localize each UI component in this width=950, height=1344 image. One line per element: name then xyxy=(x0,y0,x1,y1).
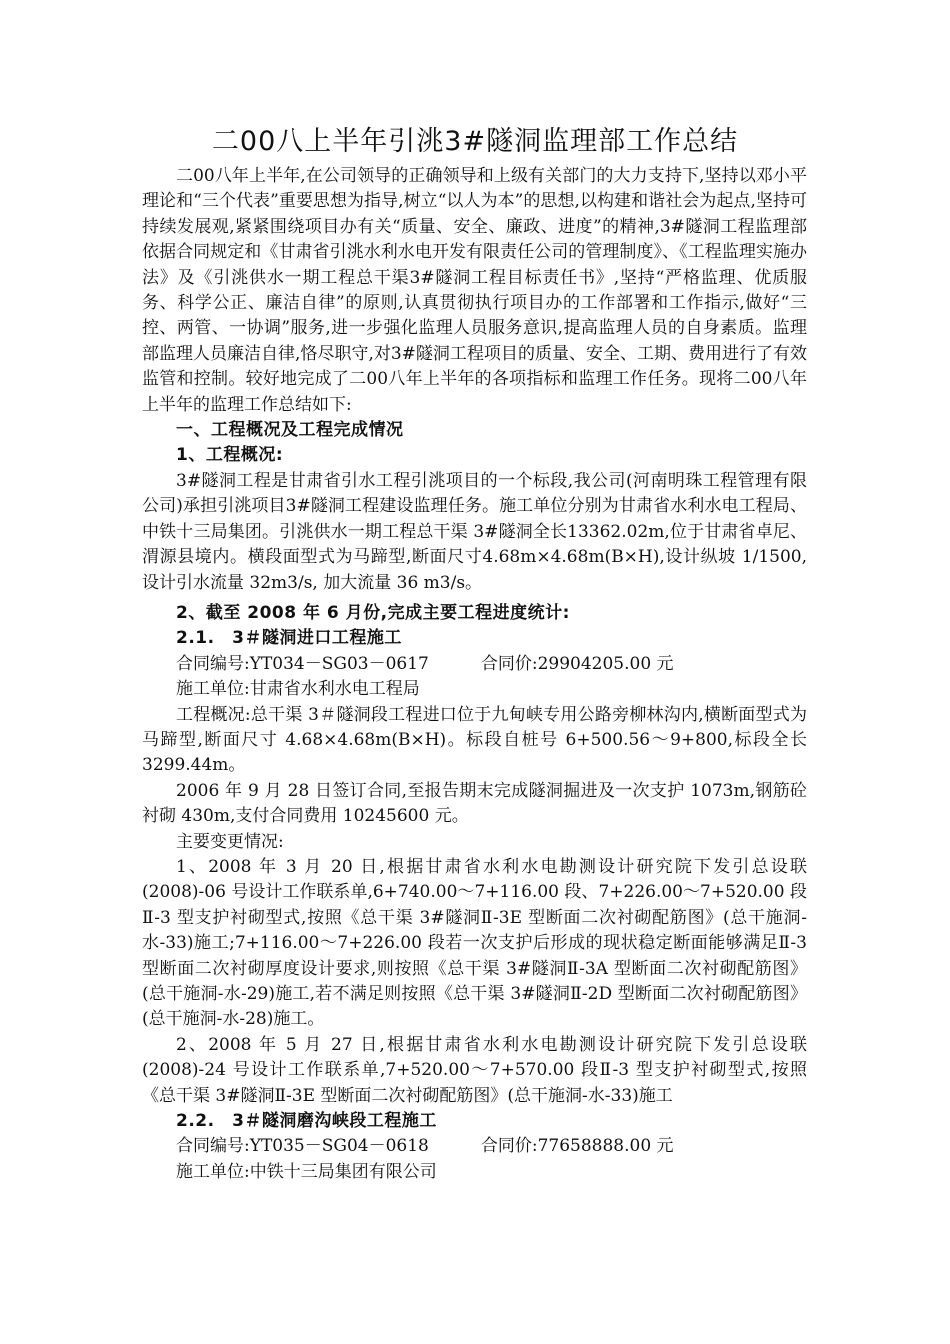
change2-paragraph: 2、2008 年 5 月 27 日,根据甘肃省水利水电勘测设计研究院下发引总设联(2008)-24 号设计工作联系单,7+520.00～7+570.00 段Ⅱ-3 型支护衬砌型式,按照《总干渠 3#隧洞Ⅱ-3E 型断面二次衬砌配筋图》(总干施洞-水-33)施工 xyxy=(142,1034,807,1106)
progress1-paragraph: 2006 年 9 月 28 日签订合同,至报告期末完成隧洞掘进及一次支护 1073m,钢筋砼衬砌 430m,支付合同费用 10245600 元。 xyxy=(142,780,807,827)
contract1-price: 合同价:29904205.00 元 xyxy=(480,653,674,674)
contract2-price: 合同价:77658888.00 元 xyxy=(480,1136,674,1157)
document-title: 二00八上半年引洮3#隧洞监理部工作总结 xyxy=(211,126,739,157)
document-body xyxy=(142,164,807,1185)
contract2-number: 合同编号:YT035－SG04－0618 xyxy=(176,1136,429,1157)
contract1-line xyxy=(142,652,807,677)
intro-paragraph: 二00八年上半年,在公司领导的正确领导和上级有关部门的大力支持下,坚持以邓小平理论和“三个代表”重要思想为指导,树立“以人为本”的思想,以构建和谐社会为起点,坚持可持续发展观,紧紧围绕项目办有关“质量、安全、廉政、进度”的精神,3#隧洞工程监理部依据合同规定和《甘肃省引洮水利水电开发有限责任公司的管理制度》、《工程监理实施办法》及《引洮供水一期工程总干渠3#隧洞工程目标责任书》,坚持“严格监理、优质服务、科学公正、廉洁自律”的原则,认真贯彻执行项目办的工作部署和工作指示,做好“三控、两管、一协调”服务,进一步强化监理人员服务意识,提高监理人员的自身素质。监理部监理人员廉洁自律,恪尽职守,对3#隧洞工程项目的质量、安全、工期、费用进行了有效监管和控制。较好地完成了二00八年上半年的各项指标和监理工作任务。现将二00八年上半年的监理工作总结如下: xyxy=(142,166,807,415)
contract1-number: 合同编号:YT034－SG03－0617 xyxy=(176,653,429,674)
contract2-line xyxy=(142,1134,807,1159)
contractor1-line: 施工单位:甘肃省水利水电工程局 xyxy=(176,679,420,700)
subsection-heading-2-2: 2.2. 3＃隧洞磨沟峡段工程施工 xyxy=(176,1111,437,1132)
contractor2-line: 施工单位:中铁十三局集团有限公司 xyxy=(176,1161,437,1182)
change1-paragraph: 1、2008 年 3 月 20 日,根据甘肃省水利水电勘测设计研究院下发引总设联(2008)-06 号设计工作联系单,6+740.00～7+116.00 段、7+226.00～7+520.00 段Ⅱ-3 型支护衬砌型式,按照《总干渠 3#隧洞Ⅱ-3E 型断面二次衬砌配筋图》(总干施洞-水-33)施工;7+116.00～7+226.00 段若一次支护后形成的现状稳定断面能够满足Ⅱ-3 型断面二次衬砌厚度设计要求,则按照《总干渠 3#隧洞Ⅱ-3A 型断面二次衬砌配筋图》(总干施洞-水-29)施工,若不满足则按照《总干渠 3#隧洞Ⅱ-2D 型断面二次衬砌配筋图》(总干施洞-水-28)施工。 xyxy=(142,856,807,1030)
section-heading-1: 一、工程概况及工程完成情况 xyxy=(176,420,404,441)
project1-overview: 工程概况:总干渠 3＃隧洞段工程进口位于九甸峡专用公路旁柳林沟内,横断面型式为马蹄型,断面尺寸 4.68×4.68m(B×H)。标段自桩号 6+500.56～9+800,标段全长 3299.44m。 xyxy=(142,704,807,776)
subsection-heading-1-2: 2、截至 2008 年 6 月份,完成主要工程进度统计: xyxy=(176,602,570,623)
overview-paragraph: 3#隧洞工程是甘肃省引水工程引洮项目的一个标段,我公司(河南明珠工程管理有限公司)承担引洮项目3#隧洞工程建设监理任务。施工单位分别为甘肃省水利水电工程局、中铁十三局集团。引洮供水一期工程总干渠 3#隧洞全长13362.02m,位于甘肃省卓尼、渭源县境内。横段面型式为马蹄型,断面尺寸4.68m×4.68m(B×H),设计纵坡 1/1500,设计引水流量 32m3/s, 加大流量 36 m3/s。 xyxy=(142,470,807,593)
changes-title: 主要变更情况: xyxy=(176,831,284,852)
subsection-heading-1-1: 1、工程概况: xyxy=(176,445,284,466)
subsection-heading-2-1: 2.1. 3＃隧洞进口工程施工 xyxy=(176,628,402,649)
